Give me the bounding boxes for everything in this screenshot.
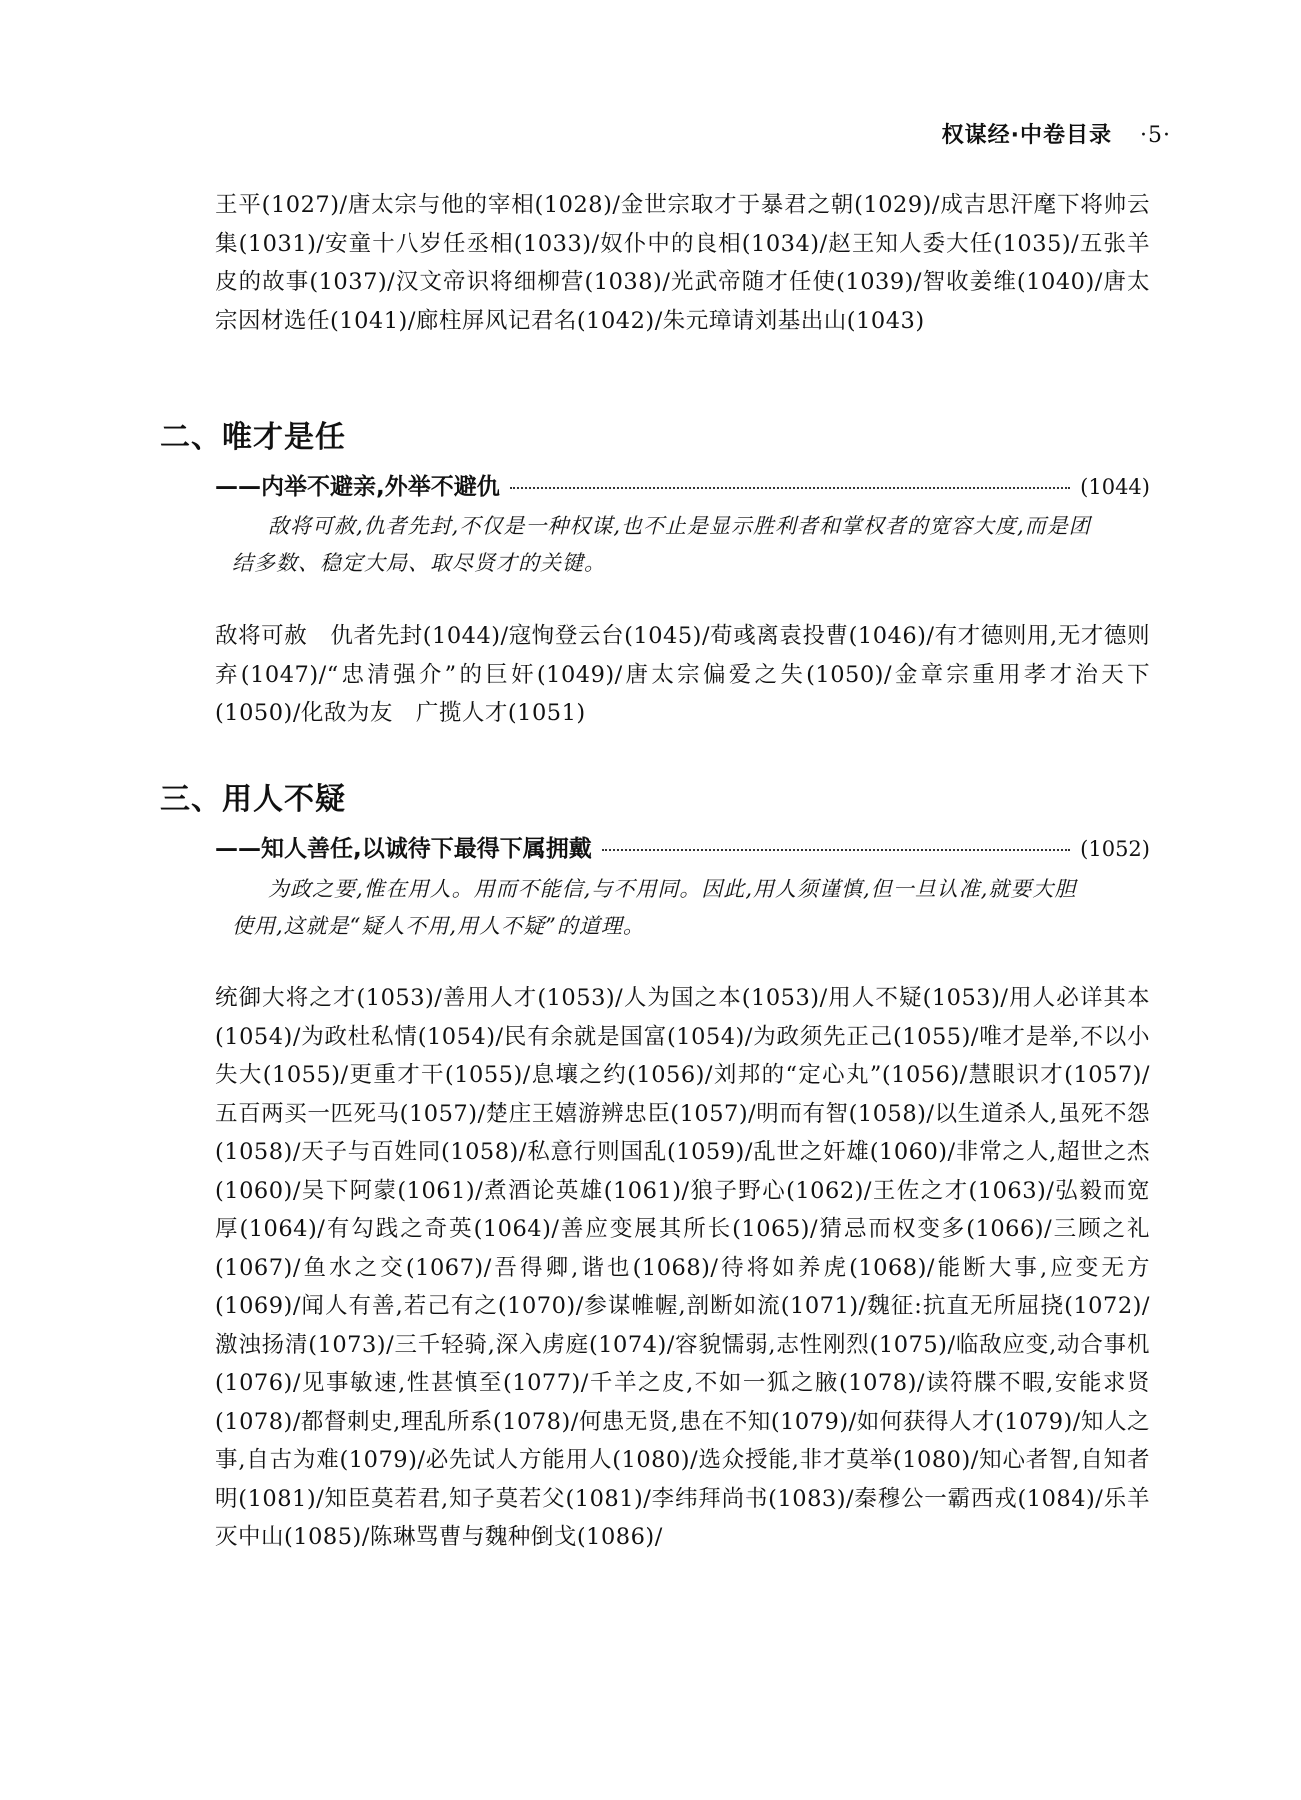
intro-paragraph: 王平(1027)/唐太宗与他的宰相(1028)/金世宗取才于暴君之朝(1029)/成吉思汗麾下将帅云集(1031)/安童十八岁任丞相(1033)/奴仆中的良相(1034)/赵王知人委大任(1035)/五张羊皮的故事(1037)/汉文帝识将细柳营(1038)/光武帝随才任使(1039)/智收姜维(1040)/唐太宗因材选任(1041)/廊柱屏风记君名(1042)/朱元璋请刘基出山(1043) bbox=[215, 192, 1150, 334]
dot-leader bbox=[510, 487, 1070, 489]
section-entries-2: 敌将可赦 仇者先封(1044)/寇恂登云台(1045)/荀彧离袁投曹(1046)/有才德则用,无才德则弃(1047)/“忠清强介”的巨奸(1049)/唐太宗偏爱之失(1050)/金章宗重用孝才治天下(1050)/化敌为友 广揽人才(1051) bbox=[215, 623, 1150, 726]
header-title: 权谋经·中卷目录 bbox=[941, 123, 1113, 148]
dot-leader bbox=[602, 849, 1070, 851]
section-abstract-3: 为政之要,惟在用人。用而不能信,与不用同。因此,用人须谨慎,但一旦认准,就要大胆使用,这就是“疑人不用,用人不疑”的道理。 bbox=[232, 877, 1077, 938]
running-header bbox=[942, 118, 1171, 149]
section-page-ref-3: (1052) bbox=[1080, 837, 1150, 861]
section-title-3: 三、用人不疑 bbox=[160, 782, 346, 817]
section-title-2: 二、唯才是任 bbox=[160, 420, 346, 455]
page-number: ·5· bbox=[1140, 123, 1171, 148]
section-subtitle-row-2 bbox=[215, 468, 1150, 501]
section-subtitle-row-3 bbox=[215, 830, 1150, 863]
section-subtitle-3: ——知人善任,以诚待下最得下属拥戴 bbox=[215, 836, 592, 862]
section-entries-3: 统御大将之才(1053)/善用人才(1053)/人为国之本(1053)/用人不疑(1053)/用人必详其本(1054)/为政杜私情(1054)/民有余就是国富(1054)/为政须先正己(1055)/唯才是举,不以小失大(1055)/更重才干(1055)/息壤之约(1056)/刘邦的“定心丸”(1056)/慧眼识才(1057)/五百两买一匹死马(1057)/楚庄王嬉游辨忠臣(1057)/明而有智(1058)/以生道杀人,虽死不怨(1058)/天子与百姓同(1058)/私意行则国乱(1059)/乱世之奸雄(1060)/非常之人,超世之杰(1060)/吴下阿蒙(1061)/煮酒论英雄(1061)/狼子野心(1062)/王佐之才(1063)/弘毅而宽厚(1064)/有勾践之奇英(1064)/善应变展其所长(1065)/猜忌而权变多(1066)/三顾之礼(1067)/鱼水之交(1067)/吾得卿,谐也(1068)/待将如养虎(1068)/能断大事,应变无方(1069)/闻人有善,若己有之(1070)/参谋帷幄,剖断如流(1071)/魏征:抗直无所屈挠(1072)/激浊扬清(1073)/三千轻骑,深入虏庭(1074)/容貌懦弱,志性刚烈(1075)/临敌应变,动合事机(1076)/见事敏速,性甚慎至(1077)/千羊之皮,不如一狐之腋(1078)/读符牒不暇,安能求贤(1078)/都督刺史,理乱所系(1078)/何患无贤,患在不知(1079)/如何获得人才(1079)/知人之事,自古为难(1079)/必先试人方能用人(1080)/选众授能,非才莫举(1080)/知心者智,自知者明(1081)/知臣莫若君,知子莫若父(1081)/李纬拜尚书(1083)/秦穆公一霸西戎(1084)/乐羊灭中山(1085)/陈琳骂曹与魏种倒戈(1086)/ bbox=[215, 985, 1150, 1550]
section-abstract-2: 敌将可赦,仇者先封,不仅是一种权谋,也不止是显示胜利者和掌权者的宽容大度,而是团结多数、稳定大局、取尽贤才的关键。 bbox=[232, 514, 1091, 575]
section-subtitle-2: ——内举不避亲,外举不避仇 bbox=[215, 474, 500, 500]
section-page-ref-2: (1044) bbox=[1080, 475, 1150, 499]
